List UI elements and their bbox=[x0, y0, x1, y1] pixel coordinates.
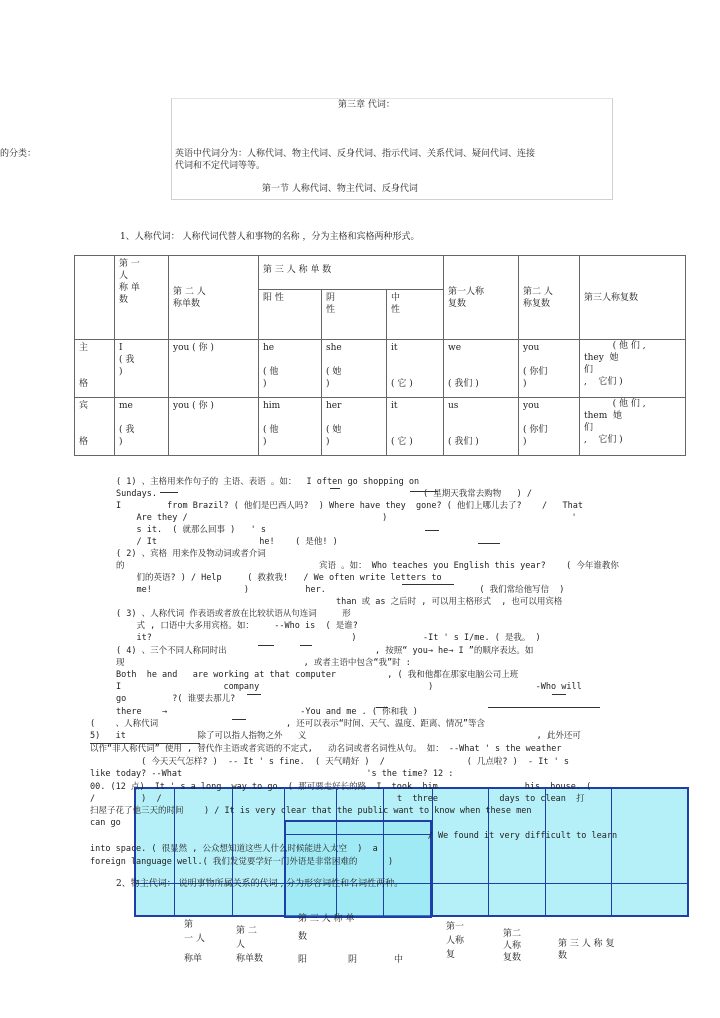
fill-blank-line bbox=[160, 492, 178, 493]
intro-line-2: 代词和不定代词等等。 bbox=[175, 161, 266, 171]
subject-neuter: it ( 它 ) bbox=[387, 340, 444, 398]
highlight-grid-line bbox=[545, 787, 546, 917]
body-line: ( 1) 、主格用来作句子的 主语、表语 。如： I often go shopping on bbox=[116, 477, 420, 487]
section-title: 第一节 人称代词、物主代词、反身代词 bbox=[262, 184, 418, 194]
body-line: 现 , 或者主语中包含“我”时 : bbox=[116, 658, 411, 668]
body-line: 们的英语? ) / Help ( 救救我! / We often write letters to bbox=[116, 573, 442, 583]
intro-line-1: 英语中代词分为：人称代词、物主代词、反身代词、指示代词、关系代词、疑问代词、连接 bbox=[175, 149, 536, 159]
subject-third-plural: ( 他 们 , they 她 们 , 它们 ) bbox=[580, 340, 686, 398]
row-label-subject: 主 格 bbox=[75, 340, 115, 398]
body-line: / ) / t three days to clean 打 bbox=[90, 794, 585, 804]
body-line: like today? --What 's the time? 12 : bbox=[90, 769, 454, 779]
body-line: there → -You and me . ( 你和我 ) bbox=[116, 707, 418, 717]
fill-blank-line bbox=[376, 707, 388, 708]
body-line: / We found it very difficult to learn bbox=[90, 831, 618, 841]
chapter-title: 第三章 代词： bbox=[338, 100, 395, 110]
poss-h-first-person: 第 一 人 称单 bbox=[184, 920, 205, 964]
body-line: 的 宾语 。如： Who teaches you English this year? ( 今年谁教你 bbox=[116, 561, 619, 571]
fill-blank-line bbox=[300, 645, 312, 646]
subject-second-person: you ( 你 ) bbox=[169, 340, 259, 398]
body-line: 5) it 除了可以指人指物之外 义 , 此外还可 bbox=[90, 731, 581, 741]
poss-h-third-singular: 第 三 人 称 单 数 bbox=[298, 914, 355, 942]
object-masculine: him ( 他 ) bbox=[259, 398, 322, 456]
poss-h-masculine: 阳 bbox=[298, 955, 308, 965]
personal-pronouns-heading: 1、人称代词： 人称代词代替人和事物的名称 ，分为主格和宾格两种形式。 bbox=[120, 232, 420, 242]
fill-blank-line bbox=[330, 488, 340, 489]
body-line: me! ) her. ( 我们常给他写信 ) bbox=[116, 585, 565, 595]
object-first-plural: us ( 我们 ) bbox=[444, 398, 519, 456]
subject-feminine: she ( 她 ) bbox=[322, 340, 387, 398]
header-feminine: 阴 性 bbox=[322, 290, 387, 340]
subject-first-plural: we ( 我们 ) bbox=[444, 340, 519, 398]
possessive-pronouns-heading: 2、物主代词： 说明事物所属关系的代词 , 分为形容词性和名词性两种。 bbox=[116, 879, 404, 889]
personal-pronoun-table bbox=[74, 255, 686, 456]
header-first-person-singular: 第 一 人 称 单 数 bbox=[115, 256, 169, 340]
object-third-plural: ( 他 们 , them 她 们 , 它们 ) bbox=[580, 398, 686, 456]
fill-blank-line bbox=[232, 719, 246, 720]
object-second-person: you ( 你 ) bbox=[169, 398, 259, 456]
header-second-person-singular: 第 二 人 称单数 bbox=[169, 256, 259, 340]
poss-h-third-plural: 第 三 人 称 复 数 bbox=[558, 939, 615, 961]
body-line: I from Brazil? ( 他们是巴西人吗? ) Where have they gone? ( 他们上哪儿去了? / That bbox=[116, 501, 583, 511]
row-label-object: 宾 格 bbox=[75, 398, 115, 456]
poss-h-second-plural: 第二 人称 复数 bbox=[503, 929, 522, 963]
fill-blank-line bbox=[90, 743, 200, 744]
header-second-person-plural: 第二 人 称复数 bbox=[519, 256, 580, 340]
body-line: ( 、人称代词 , 还可以表示“时间、天气、温度、距离、情况”等含 bbox=[90, 719, 485, 729]
body-line: Both he and are working at that computer , ( 我和他都在那家电脑公司上班 bbox=[116, 670, 519, 680]
body-line: foreign language well.( 我们发觉要学好一门外语是非常困难的 ) bbox=[90, 857, 394, 867]
body-line: 扫屋子花了他三天的时间 ) / It is very clear that the public want to know when these men bbox=[90, 806, 532, 816]
fill-blank-line bbox=[247, 694, 261, 695]
body-line: it? ) -It ' s I/me. ( 是我。 ) bbox=[116, 633, 541, 643]
body-line: / It he! ( 是他! ) bbox=[116, 537, 338, 547]
fill-blank-line bbox=[402, 584, 454, 585]
subject-second-plural: you ( 你们 ) bbox=[519, 340, 580, 398]
body-line: ( 3) 、人称代词 作表语或者放在比较状语从句连词 形 bbox=[116, 609, 351, 619]
header-neuter: 中 性 bbox=[387, 290, 444, 340]
fill-blank-line bbox=[552, 694, 566, 695]
header-third-person-singular: 第 三 人 称 单 数 bbox=[259, 256, 444, 290]
header-first-person-plural: 第一人称 复数 bbox=[444, 256, 519, 340]
object-neuter: it ( 它 ) bbox=[387, 398, 444, 456]
subject-masculine: he ( 他 ) bbox=[259, 340, 322, 398]
poss-h-first-plural: 第一 人称 复 bbox=[446, 922, 465, 960]
body-line: into space. ( 很显然 , 公众想知道这些人什么时候能进入太空 ) a bbox=[90, 844, 378, 854]
object-second-plural: you ( 你们 ) bbox=[519, 398, 580, 456]
corner-cell bbox=[75, 256, 115, 340]
body-line: can go bbox=[90, 818, 121, 828]
subject-first-person: I ( 我 ) bbox=[115, 340, 169, 398]
fill-blank-line bbox=[478, 543, 500, 544]
body-line: ( 2) 、宾格 用来作及物动词或者介词 bbox=[116, 549, 266, 559]
body-line: go ?( 谁要去那儿? bbox=[116, 694, 236, 704]
object-feminine: her ( 她 ) bbox=[322, 398, 387, 456]
body-line: ( 今天天气怎样? ) -- It ' s fine. ( 天气晴好 ) / ( 几点啦? ) - It ' s bbox=[90, 757, 569, 767]
object-first-person: me ( 我 ) bbox=[115, 398, 169, 456]
fill-blank-line bbox=[488, 707, 600, 708]
left-margin-fragment: 的分类： bbox=[0, 149, 37, 159]
body-line: than 或 as 之后时 , 可以用主格形式 , 也可以用宾格 bbox=[116, 597, 563, 607]
body-line: Sundays. ( 星期天我常去购物 ) / bbox=[116, 489, 532, 499]
poss-h-feminine: 阴 bbox=[348, 955, 358, 965]
fill-blank-line bbox=[258, 645, 274, 646]
header-third-person-plural: 第三人称复数 bbox=[580, 256, 686, 340]
body-line: I company ) -Who will bbox=[116, 682, 582, 692]
body-line: ( 4) 、三个不同人称同时出 , 按照“ you→ he→ I ”的顺序表达。如 bbox=[116, 646, 534, 656]
poss-h-second-person: 第 二 人 称单数 bbox=[236, 926, 264, 964]
fill-blank-line bbox=[410, 491, 438, 492]
body-line: 以作“非人称代词” 使用 , 替代作主语或者宾语的不定式, 动名词或者名词性从句。 如： --What ' s the weather bbox=[90, 744, 562, 754]
fill-blank-line bbox=[425, 530, 439, 531]
poss-h-neuter: 中 bbox=[394, 955, 404, 965]
body-line: 式 , 口语中大多用宾格。如： --Who is ( 是谁? bbox=[116, 621, 358, 631]
highlight-grid-line bbox=[611, 787, 612, 917]
body-line: s it. ( 就那么回事 ) ' s bbox=[116, 525, 266, 535]
body-line: 00. (12 点) It ' s a long way to go. ( 那可要走好长的路 I took him his house. ( bbox=[90, 782, 592, 792]
header-masculine: 阳 性 bbox=[259, 290, 322, 340]
body-line: Are they / ) ' bbox=[116, 513, 577, 523]
